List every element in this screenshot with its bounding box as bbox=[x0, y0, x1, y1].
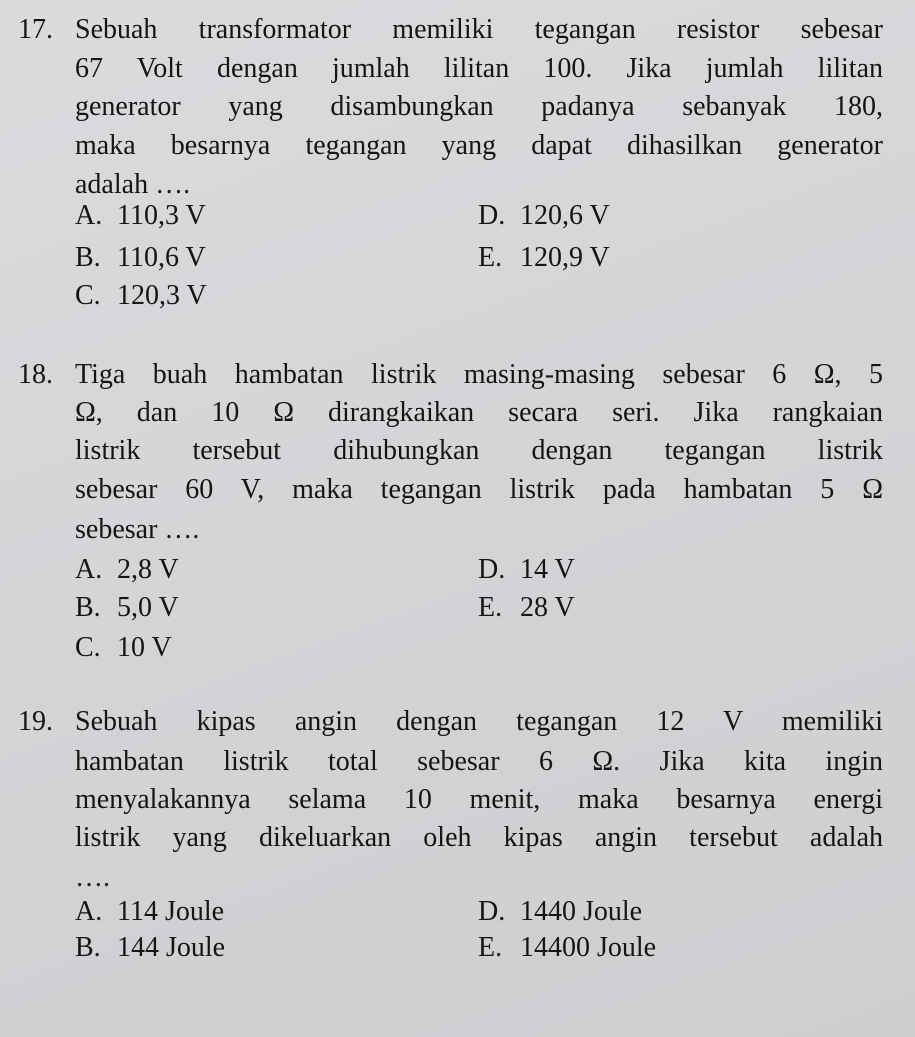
answer-option bbox=[478, 893, 642, 931]
question-text-line: generator yang disambungkan padanya sebanyak 180, bbox=[75, 91, 883, 122]
answer-option bbox=[75, 893, 224, 931]
option-text: 10 V bbox=[117, 632, 172, 663]
answer-option bbox=[478, 589, 575, 627]
option-label: A. bbox=[75, 554, 103, 585]
option-label: C. bbox=[75, 280, 101, 311]
question-text-line: 67 Volt dengan jumlah lilitan 100. Jika jumlah lilitan bbox=[75, 53, 883, 84]
option-text: 28 V bbox=[520, 592, 575, 623]
question-text-line: Tiga buah hambatan listrik masing-masing sebesar 6 Ω, 5 bbox=[75, 359, 883, 390]
option-label: B. bbox=[75, 592, 101, 623]
question-text-line: listrik yang dikeluarkan oleh kipas angin tersebut adalah bbox=[75, 822, 883, 853]
option-text: 14400 Joule bbox=[520, 932, 657, 963]
option-text: 2,8 V bbox=[117, 554, 179, 585]
question-number: 19. bbox=[18, 706, 53, 737]
question-text-line: sebesar 60 V, maka tegangan listrik pada hambatan 5 Ω bbox=[75, 474, 883, 505]
option-label: E. bbox=[478, 242, 503, 273]
answer-option bbox=[478, 929, 656, 967]
question-text-line: menyalakannya selama 10 menit, maka besarnya energi bbox=[75, 784, 883, 815]
answer-option bbox=[478, 551, 575, 589]
question-text-line: listrik tersebut dihubungkan dengan tegangan listrik bbox=[75, 435, 883, 466]
question-text-line: Ω, dan 10 Ω dirangkaikan secara seri. Jika rangkaian bbox=[75, 397, 883, 428]
question-text-line: hambatan listrik total sebesar 6 Ω. Jika kita ingin bbox=[75, 746, 883, 777]
question-text-line: sebesar …. bbox=[75, 514, 200, 545]
question-text-line: …. bbox=[75, 862, 110, 893]
answer-option bbox=[75, 239, 206, 277]
option-text: 110,3 V bbox=[117, 200, 206, 231]
option-text: 14 V bbox=[520, 554, 575, 585]
question-number: 18. bbox=[18, 359, 53, 390]
option-text: 144 Joule bbox=[117, 932, 226, 963]
answer-option bbox=[75, 551, 179, 589]
option-text: 110,6 V bbox=[117, 242, 206, 273]
answer-option bbox=[75, 629, 172, 667]
option-text: 120,6 V bbox=[520, 200, 610, 231]
option-text: 120,9 V bbox=[520, 242, 610, 273]
answer-option bbox=[75, 197, 206, 235]
question-number: 17. bbox=[18, 14, 53, 45]
option-text: 120,3 V bbox=[117, 280, 207, 311]
option-label: D. bbox=[478, 554, 506, 585]
option-label: A. bbox=[75, 200, 103, 231]
option-text: 5,0 V bbox=[117, 592, 179, 623]
option-label: C. bbox=[75, 632, 101, 663]
question-text-line: Sebuah kipas angin dengan tegangan 12 V memiliki bbox=[75, 706, 883, 737]
option-label: B. bbox=[75, 242, 101, 273]
question-text-line: maka besarnya tegangan yang dapat dihasilkan generator bbox=[75, 130, 883, 161]
option-text: 1440 Joule bbox=[520, 896, 643, 927]
option-label: A. bbox=[75, 896, 103, 927]
answer-option bbox=[478, 197, 610, 235]
answer-option bbox=[75, 277, 207, 315]
option-label: B. bbox=[75, 932, 101, 963]
option-text: 114 Joule bbox=[117, 896, 225, 927]
answer-option bbox=[75, 589, 179, 627]
answer-option bbox=[75, 929, 225, 967]
option-label: D. bbox=[478, 200, 506, 231]
option-label: E. bbox=[478, 592, 503, 623]
question-text-line: adalah …. bbox=[75, 169, 191, 200]
question-text-line: Sebuah transformator memiliki tegangan resistor sebesar bbox=[75, 14, 883, 45]
option-label: D. bbox=[478, 896, 506, 927]
answer-option bbox=[478, 239, 610, 277]
option-label: E. bbox=[478, 932, 503, 963]
